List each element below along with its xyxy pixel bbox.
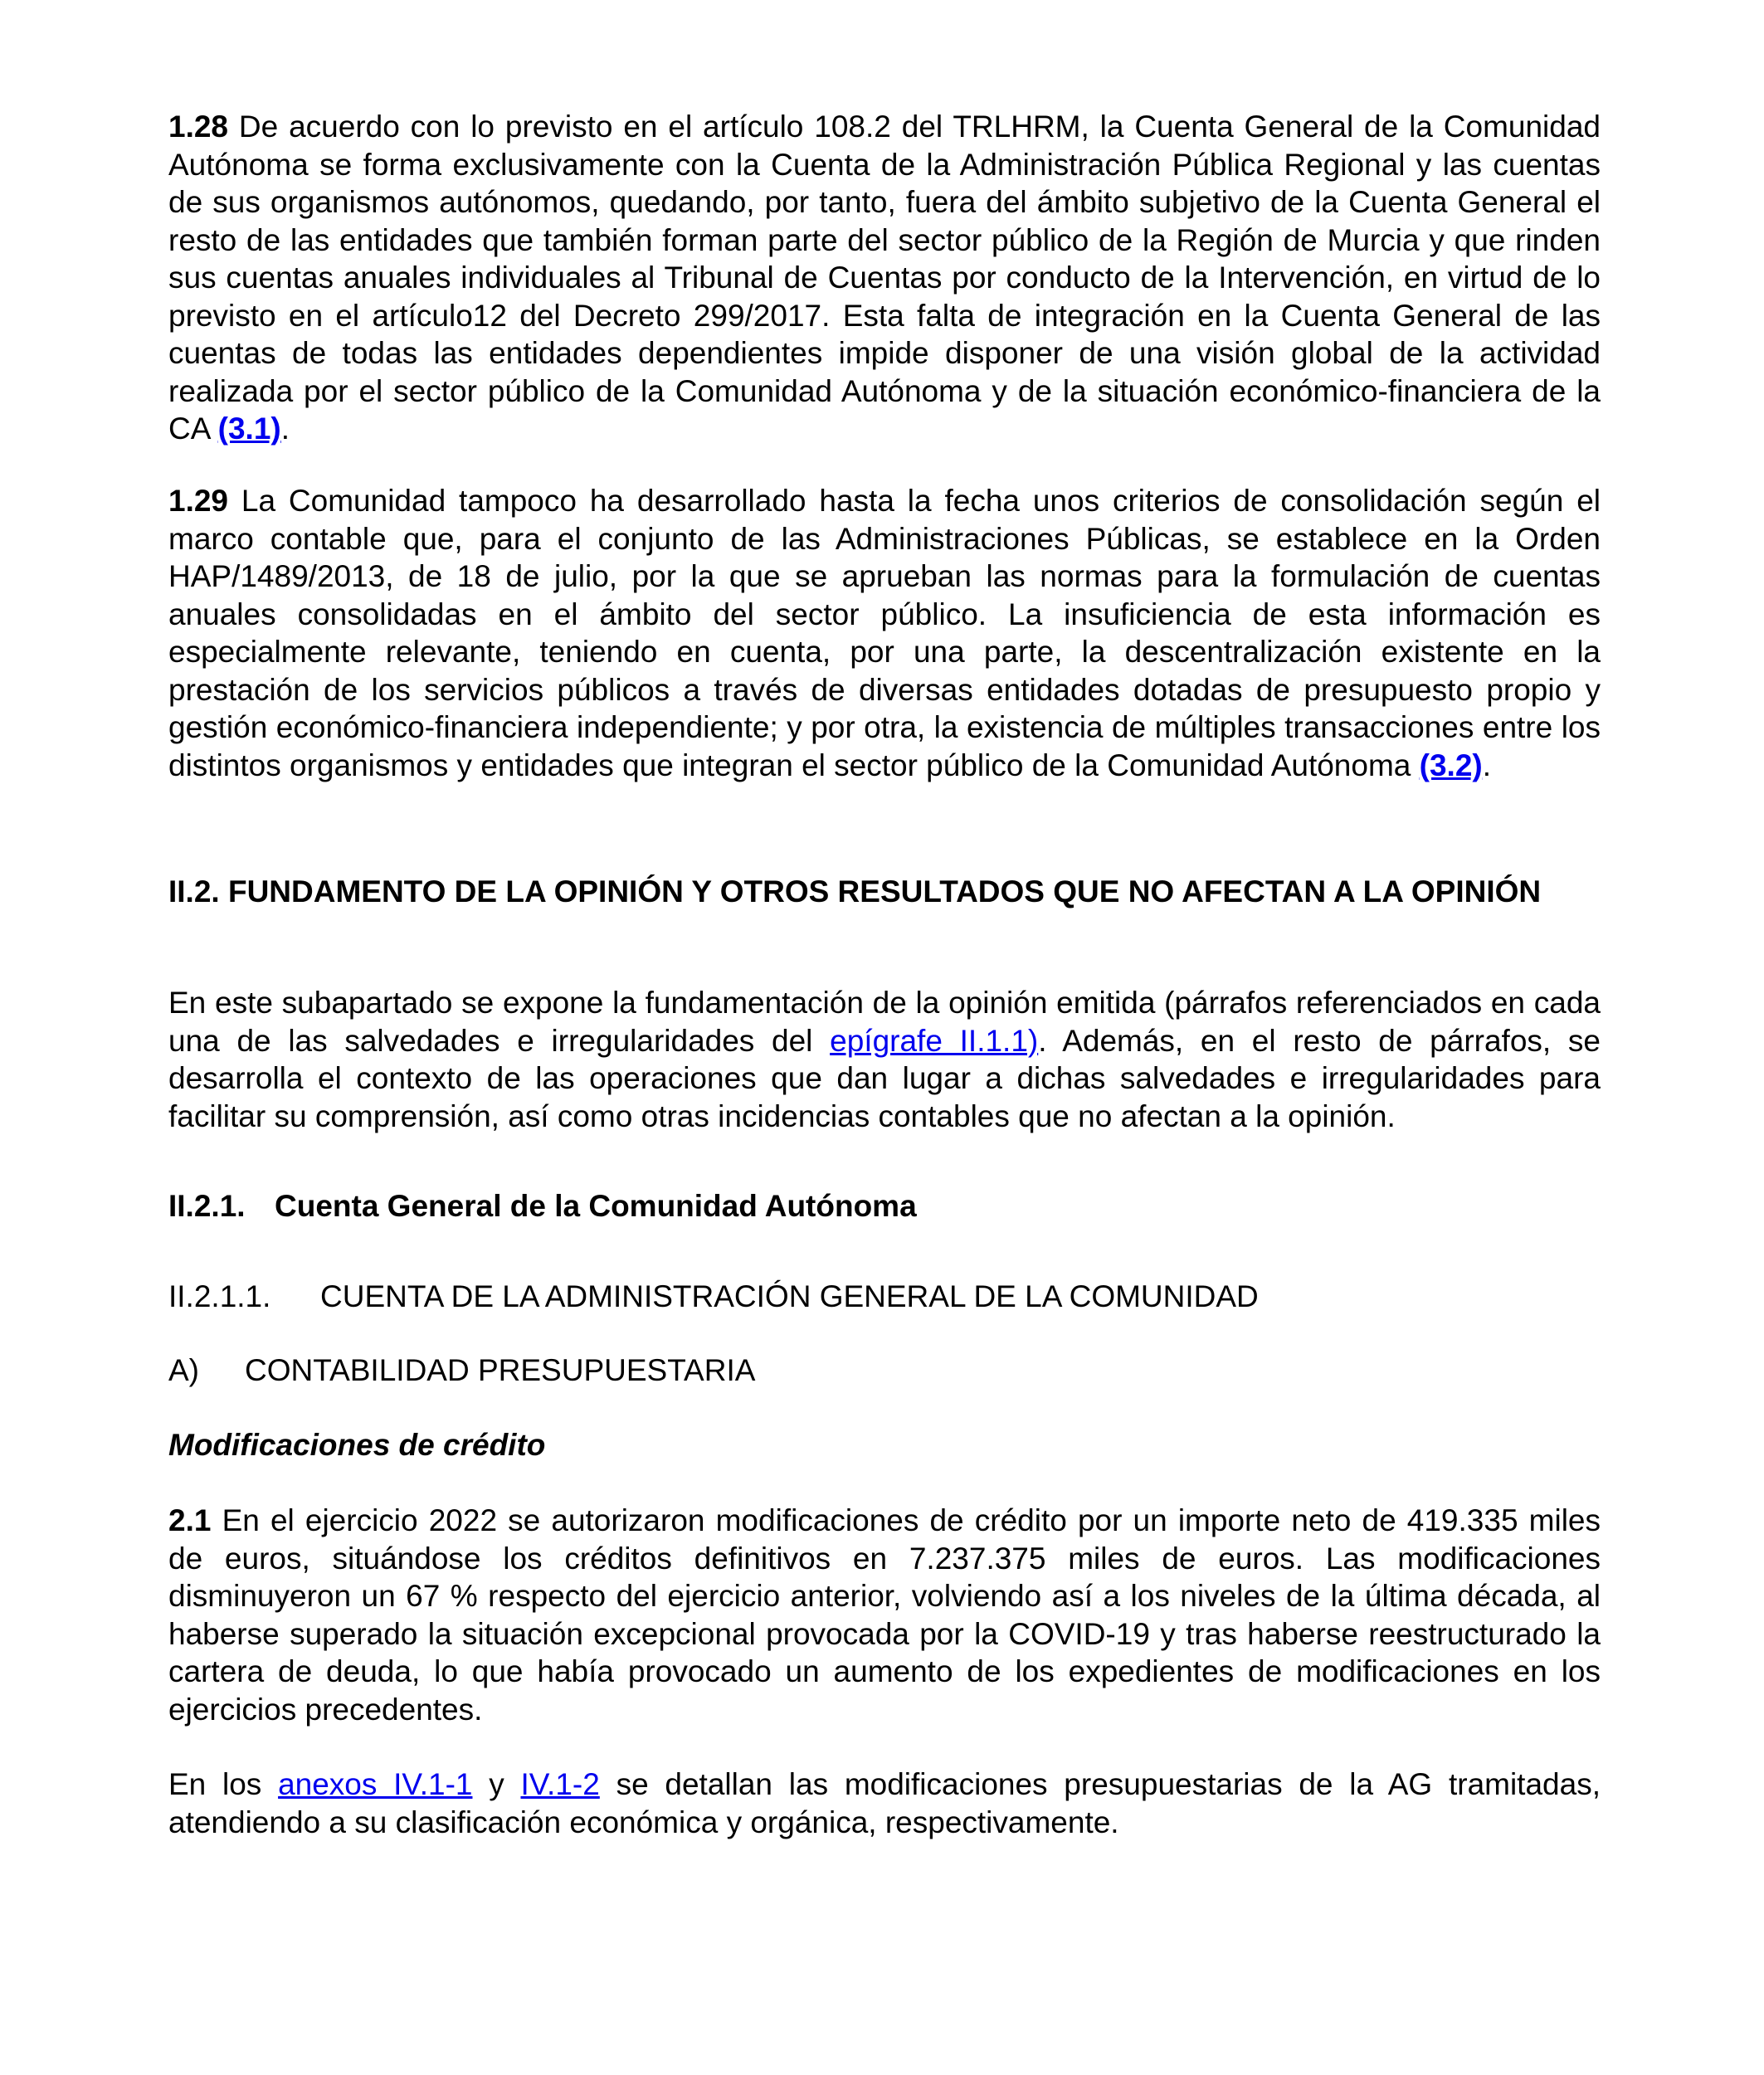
paragraph-text: De acuerdo con lo previsto en el artículo 108.2 del TRLHRM, la Cuenta General de la Comunidad Autónoma se forma exclusivamente con la Cuenta de la Administración Pública Regional y las cuentas de sus organismos autónomos, quedando, por tanto, fuera del ámbito subjetivo de la Cuenta General el resto de las entidades que también forman parte del sector público de la Región de Murcia y que rinden sus cuentas anuales individuales al Tribunal de Cuentas por conducto de la Intervención, en virtud de lo previsto en el artículo12 del Decreto 299/2017. Esta falta de integración en la Cuenta General de las cuentas de todas las entidades dependientes impide disponer de una visión global de la actividad realizada por el sector público de la Comunidad Autónoma y de la situación económico-financiera de la CA: [168, 110, 1601, 446]
heading-title: Cuenta General de la Comunidad Autónoma: [275, 1189, 917, 1223]
period: .: [280, 412, 290, 446]
reference-link-3-1[interactable]: (3.1): [217, 412, 281, 446]
text: y: [472, 1767, 521, 1801]
section-heading-ii-2: II.2. FUNDAMENTO DE LA OPINIÓN Y OTROS RESULTADOS QUE NO AFECTAN A LA OPINIÓN: [168, 874, 1542, 908]
paragraph-1-29: [168, 482, 1601, 784]
paragraph-number: 1.28: [168, 110, 229, 144]
paragraph-number: 1.29: [168, 484, 229, 518]
anexos-paragraph: [168, 1766, 1601, 1841]
intro-text: En este subapartado se expone la fundamentación de la opinión emitida (párrafos referenciados en cada una de las salvedades e irregularidades del: [168, 986, 1601, 1058]
heading-number: II.2.1.: [168, 1189, 246, 1223]
heading-a: [168, 1352, 1601, 1390]
heading-ii-2-1-1: [168, 1278, 1601, 1316]
heading-number: A): [168, 1353, 199, 1387]
anexo-link-iv-1-1[interactable]: anexos IV.1-1: [278, 1767, 473, 1801]
period: .: [1482, 748, 1492, 782]
intro-paragraph: [168, 984, 1601, 1135]
paragraph-text: La Comunidad tampoco ha desarrollado hasta la fecha unos criterios de consolidación según el marco contable que, para el conjunto de las Administraciones Públicas, se establece en la Orden HAP/1489/2013, de 18 de julio, por la que se aprueban las normas para la formulación de cuentas anuales consolidadas en el ámbito del sector público. La insuficiencia de esta información es especialmente relevante, teniendo en cuenta, por una parte, la descentralización existente en la prestación de los servicios públicos a través de diversas entidades dotadas de presupuesto propio y gestión económico-financiera independiente; y por otra, la existencia de múltiples transacciones entre los distintos organismos y entidades que integran el sector público de la Comunidad Autónoma: [168, 484, 1601, 782]
intro-text-cont: . Además, en el resto de párrafos, se desarrolla el contexto de las operaciones que dan lugar a dichas salvedades e irregularidades para facilitar su comprensión, así como otras incidencias contables que no afectan a la opinión.: [168, 1023, 1601, 1133]
paragraph-2-1: [168, 1502, 1601, 1728]
heading-number: II.2.1.1.: [168, 1279, 271, 1313]
heading-title: CONTABILIDAD PRESUPUESTARIA: [245, 1353, 756, 1387]
reference-link-3-2[interactable]: (3.2): [1419, 748, 1483, 782]
heading-ii-2-1: [168, 1187, 1601, 1225]
anexo-link-iv-1-2[interactable]: IV.1-2: [520, 1767, 600, 1801]
paragraph-number: 2.1: [168, 1503, 212, 1537]
text: En los: [168, 1767, 279, 1801]
text: se detallan las modificaciones presupuestarias de la AG tramitadas, atendiendo a su clasificación económica y orgánica, respectivamente.: [168, 1767, 1601, 1839]
paragraph-1-28: [168, 108, 1601, 448]
paragraph-text: En el ejercicio 2022 se autorizaron modificaciones de crédito por un importe neto de 419.335 miles de euros, situándose los créditos definitivos en 7.237.375 miles de euros. Las modificaciones disminuyeron un 67 % respecto del ejercicio anterior, volviendo así a los niveles de la última década, al haberse superado la situación excepcional provocada por la COVID-19 y tras haberse reestructurado la cartera de deuda, lo que había provocado un aumento de los expedientes de modificaciones en los ejercicios precedentes.: [168, 1503, 1601, 1727]
epigrafe-link[interactable]: epígrafe II.1.1): [830, 1023, 1039, 1058]
heading-title: CUENTA DE LA ADMINISTRACIÓN GENERAL DE LA COMUNIDAD: [320, 1279, 1259, 1313]
heading-modificaciones: Modificaciones de crédito: [168, 1428, 546, 1462]
